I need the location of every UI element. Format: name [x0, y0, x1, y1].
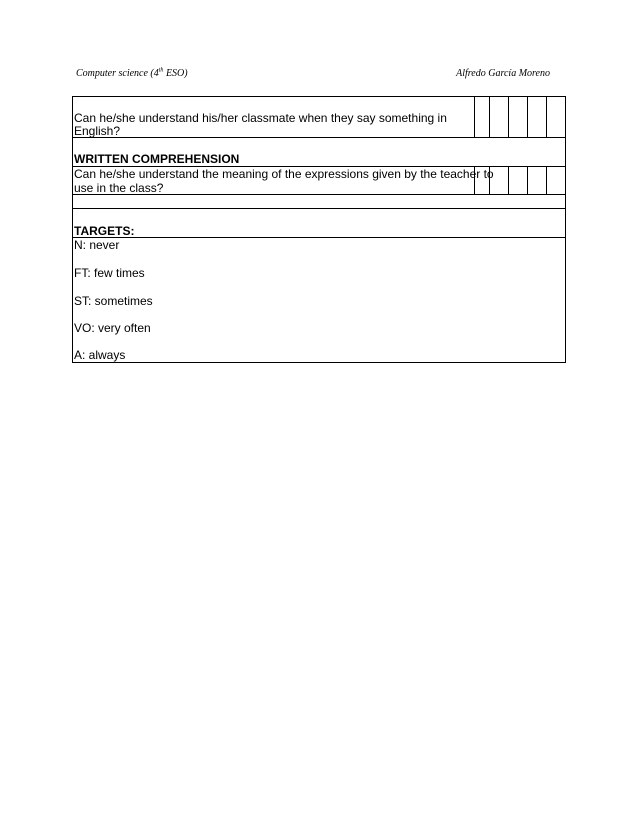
target-always: A: always — [74, 348, 126, 362]
question-2-line-2: use in the class? — [74, 181, 164, 195]
target-very-often: VO: very often — [74, 321, 151, 335]
header-course — [76, 68, 188, 79]
row-divider — [73, 208, 565, 209]
row-divider — [73, 237, 565, 238]
rating-column-divider — [527, 166, 528, 194]
target-few-times: FT: few times — [74, 266, 145, 280]
header-course-main: Computer science (4 — [76, 68, 159, 79]
header-course-sup: th — [158, 67, 164, 74]
section-heading: WRITTEN COMPREHENSION — [74, 152, 240, 166]
evaluation-table — [72, 96, 566, 363]
rating-column-divider — [546, 166, 547, 194]
rating-column-divider — [508, 166, 509, 194]
rating-column-divider — [546, 97, 547, 137]
target-never: N: never — [74, 238, 120, 252]
row-divider — [73, 137, 565, 138]
rating-column-divider — [489, 97, 490, 137]
question-1-line-2: English? — [74, 124, 121, 138]
rating-column-divider — [474, 97, 475, 137]
target-sometimes: ST: sometimes — [74, 294, 153, 308]
rating-column-divider — [527, 97, 528, 137]
header-author: Alfredo García Moreno — [456, 68, 550, 79]
header-course-tail: ESO) — [163, 68, 188, 79]
rating-column-divider — [508, 97, 509, 137]
targets-heading: TARGETS: — [74, 224, 135, 238]
question-1-line-1: Can he/she understand his/her classmate when they say something in — [74, 111, 447, 125]
question-2-line-1: Can he/she understand the meaning of the expressions given by the teacher to — [74, 167, 494, 181]
